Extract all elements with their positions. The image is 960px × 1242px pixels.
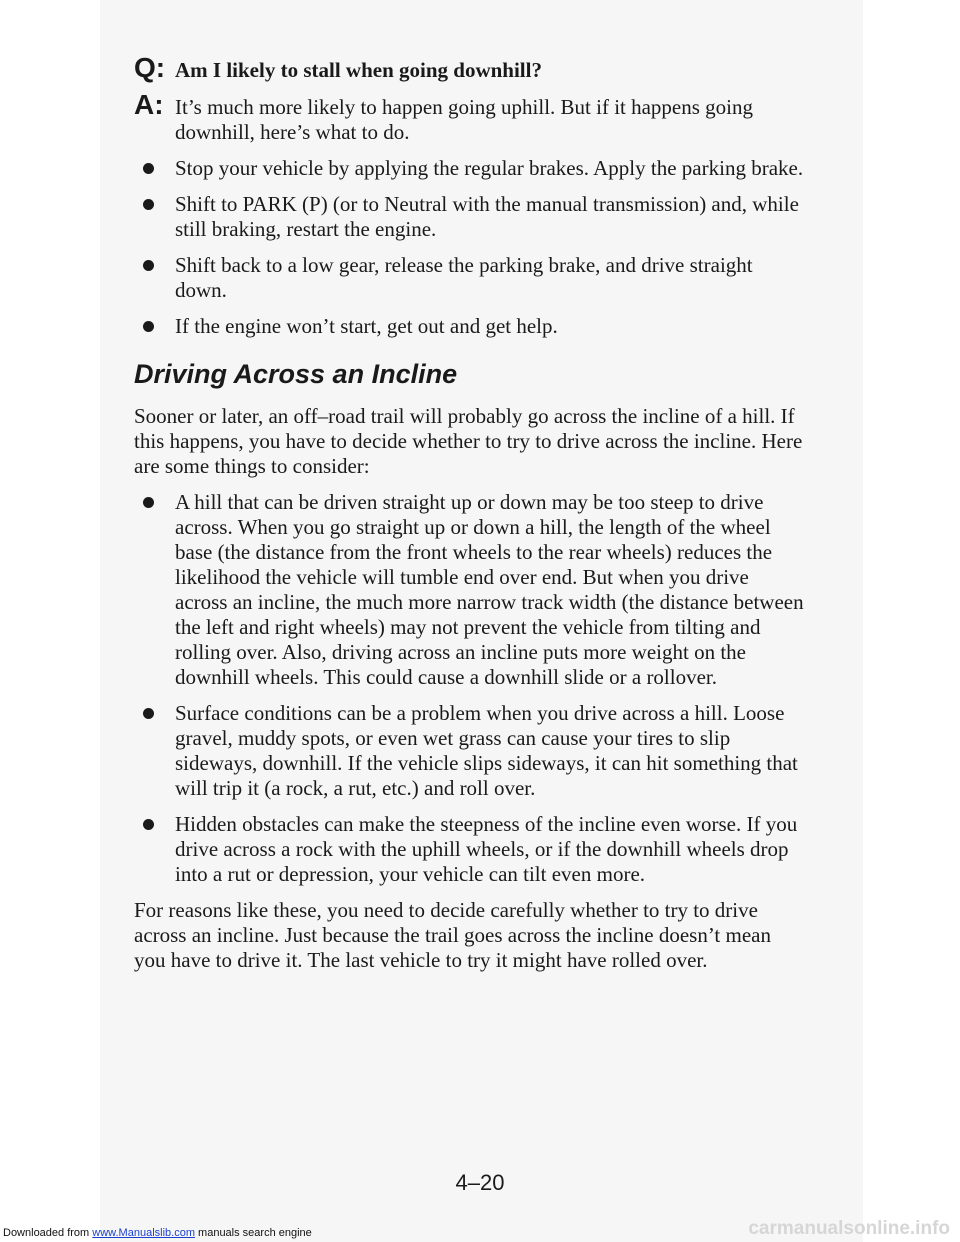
list-item: If the engine won’t start, get out and get help. <box>134 314 804 339</box>
download-footer <box>3 1226 312 1240</box>
list-item: Stop your vehicle by applying the regular brakes. Apply the parking brake. <box>134 156 804 181</box>
bullet-icon <box>143 708 154 719</box>
page-number: 4–20 <box>455 1170 505 1195</box>
watermark: carmanualsonline.info <box>748 1218 950 1239</box>
list-item: Shift to PARK (P) (or to Neutral with the manual transmission) and, while still braking, restart the engine. <box>134 192 804 242</box>
answer-marker: A: <box>134 89 164 120</box>
section-heading: Driving Across an Incline <box>134 359 458 389</box>
bullet-icon <box>143 199 154 210</box>
footer-suffix: manuals search engine <box>194 1227 312 1239</box>
list-item: A hill that can be driven straight up or down may be too steep to drive across. When you go straight up or down a hill, the length of the wheel base (the distance from the front wheels to the rear wheels) reduces the likelihood the vehicle will tumble end over end. But when you drive across an incline, the much more narrow track width (the distance between the left and right wheels) may not prevent the vehicle from tilting and rolling over. Also, driving across an incline puts more weight on the downhill wheels. This could cause a downhill slide or a rollover. <box>134 490 804 690</box>
intro-paragraph: Sooner or later, an off–road trail will probably go across the incline of a hill. If this happens, you have to decide whether to try to drive across the incline. Here are some things to consider: <box>134 404 803 478</box>
considerations-list <box>134 490 804 887</box>
list-item: Surface conditions can be a problem when you drive across a hill. Loose gravel, muddy spots, or even wet grass can cause your tires to slip sideways, downhill. If the vehicle slips sideways, it can hit something that will trip it (a rock, a rut, etc.) and roll over. <box>134 701 804 801</box>
answer-text: It’s much more likely to happen going uphill. But if it happens going downhill, here’s what to do. <box>175 95 754 144</box>
downhill-steps-list <box>134 156 804 339</box>
bullet-icon <box>143 497 154 508</box>
list-item: Hidden obstacles can make the steepness of the incline even worse. If you drive across a rock with the uphill wheels, or if the downhill wheels drop into a rut or depression, your vehicle can tilt even more. <box>134 812 804 887</box>
list-item: Shift back to a low gear, release the parking brake, and drive straight down. <box>134 253 804 303</box>
question-marker: Q: <box>134 52 166 83</box>
bullet-icon <box>143 163 154 174</box>
conclusion-paragraph: For reasons like these, you need to decide carefully whether to try to drive across an incline. Just because the trail goes across the incline doesn’t mean you have to drive it. The last vehicle to try it might have rolled over. <box>134 898 771 972</box>
question <box>134 52 804 83</box>
bullet-icon <box>143 260 154 271</box>
footer-prefix: Downloaded from <box>3 1227 93 1239</box>
bullet-icon <box>143 819 154 830</box>
answer <box>134 89 804 145</box>
page-content <box>134 52 804 984</box>
manualslib-link[interactable]: www.Manualslib.com <box>92 1227 195 1239</box>
question-text: Am I likely to stall when going downhill? <box>175 58 542 82</box>
bullet-icon <box>143 321 154 332</box>
